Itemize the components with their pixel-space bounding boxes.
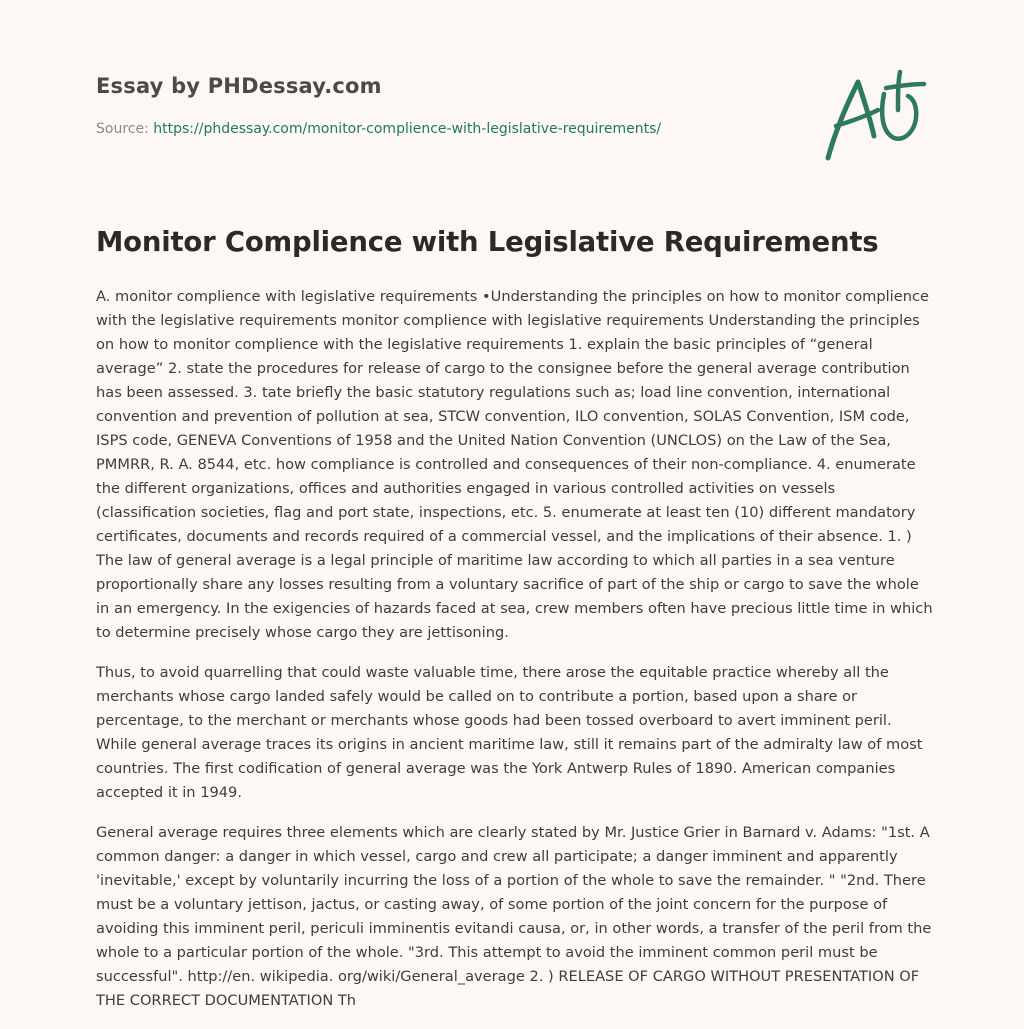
a-plus-logo-icon [818,66,930,166]
paragraph: Thus, to avoid quarrelling that could waste valuable time, there arose the equitable practice whereby all the merchants whose cargo landed safely would be called on to contribute a portion, based upon a share or percentage, to the merchant or merchants whose goods had been tossed overboard to avert imminent peril. While general average traces its origins in ancient maritime law, still it remains part of the admiralty law of most countries. The first codification of general average was the York Antwerp Rules of 1890. American companies accepted it in 1949. [96,664,923,801]
essay-title: Monitor Complience with Legislative Requirements [96,226,879,258]
paragraph: A. monitor complience with legislative requirements •Understanding the principles on how to monitor complience with the legislative requirements monitor complience with legislative requirements Understanding the principles on how to monitor complience with the legislative requirements 1. explain the basic principles of “general average” 2. state the procedures for release of cargo to the consignee before the general average contribution has been assessed. 3. tate briefly the basic statutory regulations such as; load line convention, international convention and prevention of pollution at sea, STCW convention, ILO convention, SOLAS Convention, ISM code, ISPS code, GENEVA Conventions of 1958 and the United Nation Convention (UNCLOS) on the Law of the Sea, PMMRR, R. A. 8544, etc. how compliance is controlled and consequences of their non-compliance. 4. enumerate the different organizations, offices and authorities engaged in various controlled activities on vessels (classification societies, flag and port state, inspections, etc. 5. enumerate at least ten (10) different mandatory certificates, documents and records required of a commercial vessel, and the implications of their absence. 1. ) The law of general average is a legal principle of maritime law according to which all parties in a sea venture proportionally share any losses resulting from a voluntary sacrifice of part of the ship or cargo to save the whole in an emergency. In the exigencies of hazards faced at sea, crew members often have precious little time in which to determine precisely whose cargo they are jettisoning. [96,288,933,641]
source-line [96,121,796,137]
source-link[interactable]: https://phdessay.com/monitor-complience-with-legislative-requirements/ [153,121,662,137]
source-label: Source: [96,121,154,137]
brand-title: Essay by PHDessay.com [96,74,382,98]
paragraph: General average requires three elements which are clearly stated by Mr. Justice Grier in Barnard v. Adams: "1st. A common danger: a danger in which vessel, cargo and crew all participate; a danger imminent and apparently 'inevitable,' except by voluntarily incurring the loss of a portion of the whole to save the remainder. " "2nd. There must be a voluntary jettison, jactus, or casting away, of some portion of the joint concern for the purpose of avoiding this imminent peril, periculi imminentis evitandi causa, or, in other words, a transfer of the peril from the whole to a particular portion of the whole. "3rd. This attempt to avoid the imminent common peril must be successful". http://en. wikipedia. org/wiki/General_average 2. ) RELEASE OF CARGO WITHOUT PRESENTATION OF THE CORRECT DOCUMENTATION Th [96,824,932,1009]
essay-body [96,285,936,1029]
site-header [96,74,796,137]
